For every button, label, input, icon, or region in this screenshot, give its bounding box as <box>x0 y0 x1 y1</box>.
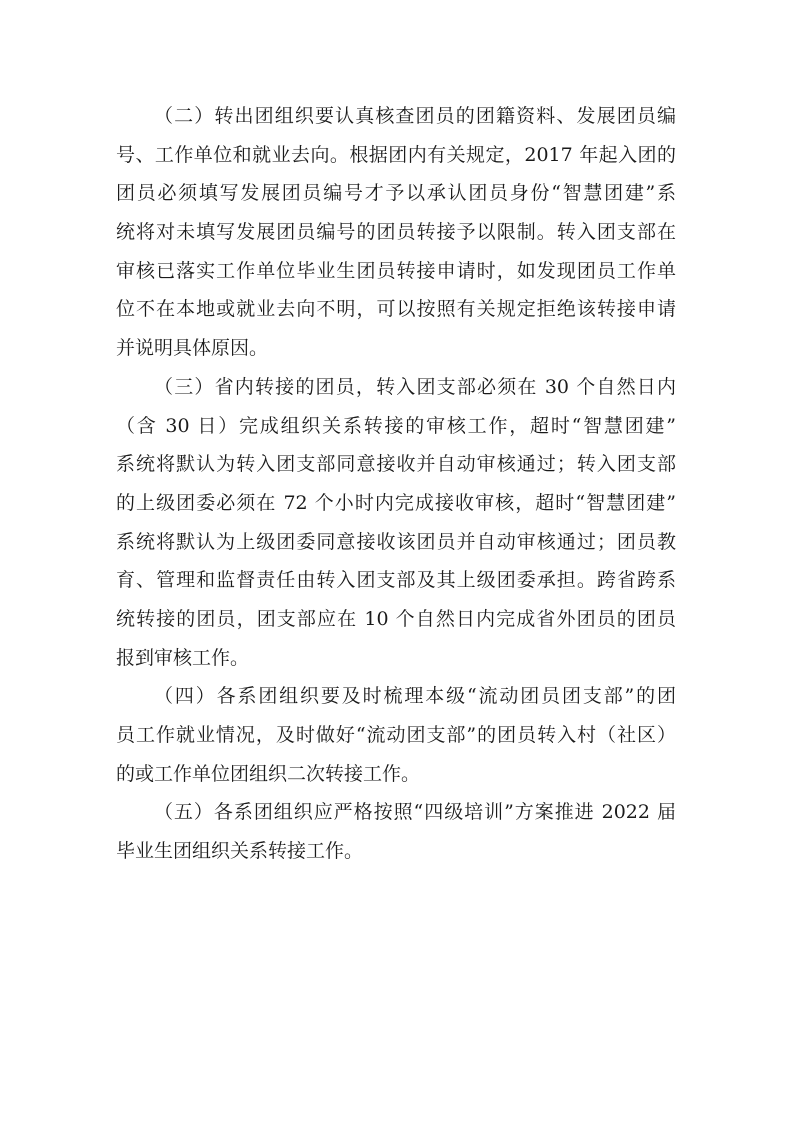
paragraph-line: 号、工作单位和就业去向。根据团内有关规定，2017 年起入团的 <box>116 143 676 166</box>
paragraph-line: 统将对未填写发展团员编号的团员转接予以限制。转入团支部在 <box>116 221 676 244</box>
paragraph-three <box>116 368 676 678</box>
paragraph-line: 统转接的团员，团支部应在 10 个自然日内完成省外团员的团员 <box>116 607 676 630</box>
paragraph-line: 位不在本地或就业去向不明，可以按照有关规定拒绝该转接申请 <box>116 298 676 321</box>
paragraph-line: 审核已落实工作单位毕业生团员转接申请时，如发现团员工作单 <box>116 259 676 282</box>
paragraph-line: 员工作就业情况，及时做好“流动团支部”的团员转入村（社区） <box>116 724 676 746</box>
paragraph-line: 系统将默认为上级团委同意接收该团员并自动审核通过；团员教 <box>116 530 676 553</box>
paragraph-line: 毕业生团组织关系转接工作。 <box>116 840 364 863</box>
paragraph-line: 的上级团委必须在 72 个小时内完成接收审核，超时“智慧团建” <box>116 491 676 514</box>
paragraph-line: 报到审核工作。 <box>116 646 250 669</box>
paragraph-line: （五）各系团组织应严格按照“四级培训”方案推进 2022 届 <box>154 801 676 824</box>
paragraph-line: 并说明具体原因。 <box>116 337 269 360</box>
paragraph-line: （三）省内转接的团员，转入团支部必须在 30 个自然日内 <box>154 375 676 398</box>
paragraph-four <box>116 677 676 793</box>
paragraph-line: 的或工作单位团组织二次转接工作。 <box>116 762 421 785</box>
paragraph-line: 系统将默认为转入团支部同意接收并自动审核通过；转入团支部 <box>116 453 676 476</box>
paragraph-line: （二）转出团组织要认真核查团员的团籍资料、发展团员编 <box>154 105 676 127</box>
document-body <box>116 97 676 871</box>
paragraph-five <box>116 793 676 870</box>
paragraph-line: （四）各系团组织要及时梳理本级“流动团员团支部”的团 <box>154 685 676 708</box>
paragraph-line: 团员必须填写发展团员编号才予以承认团员身份“智慧团建”系 <box>116 182 676 205</box>
paragraph-two <box>116 97 676 368</box>
paragraph-line: （含 30 日）完成组织关系转接的审核工作，超时“智慧团建” <box>116 414 676 437</box>
paragraph-line: 育、管理和监督责任由转入团支部及其上级团委承担。跨省跨系 <box>116 569 676 592</box>
